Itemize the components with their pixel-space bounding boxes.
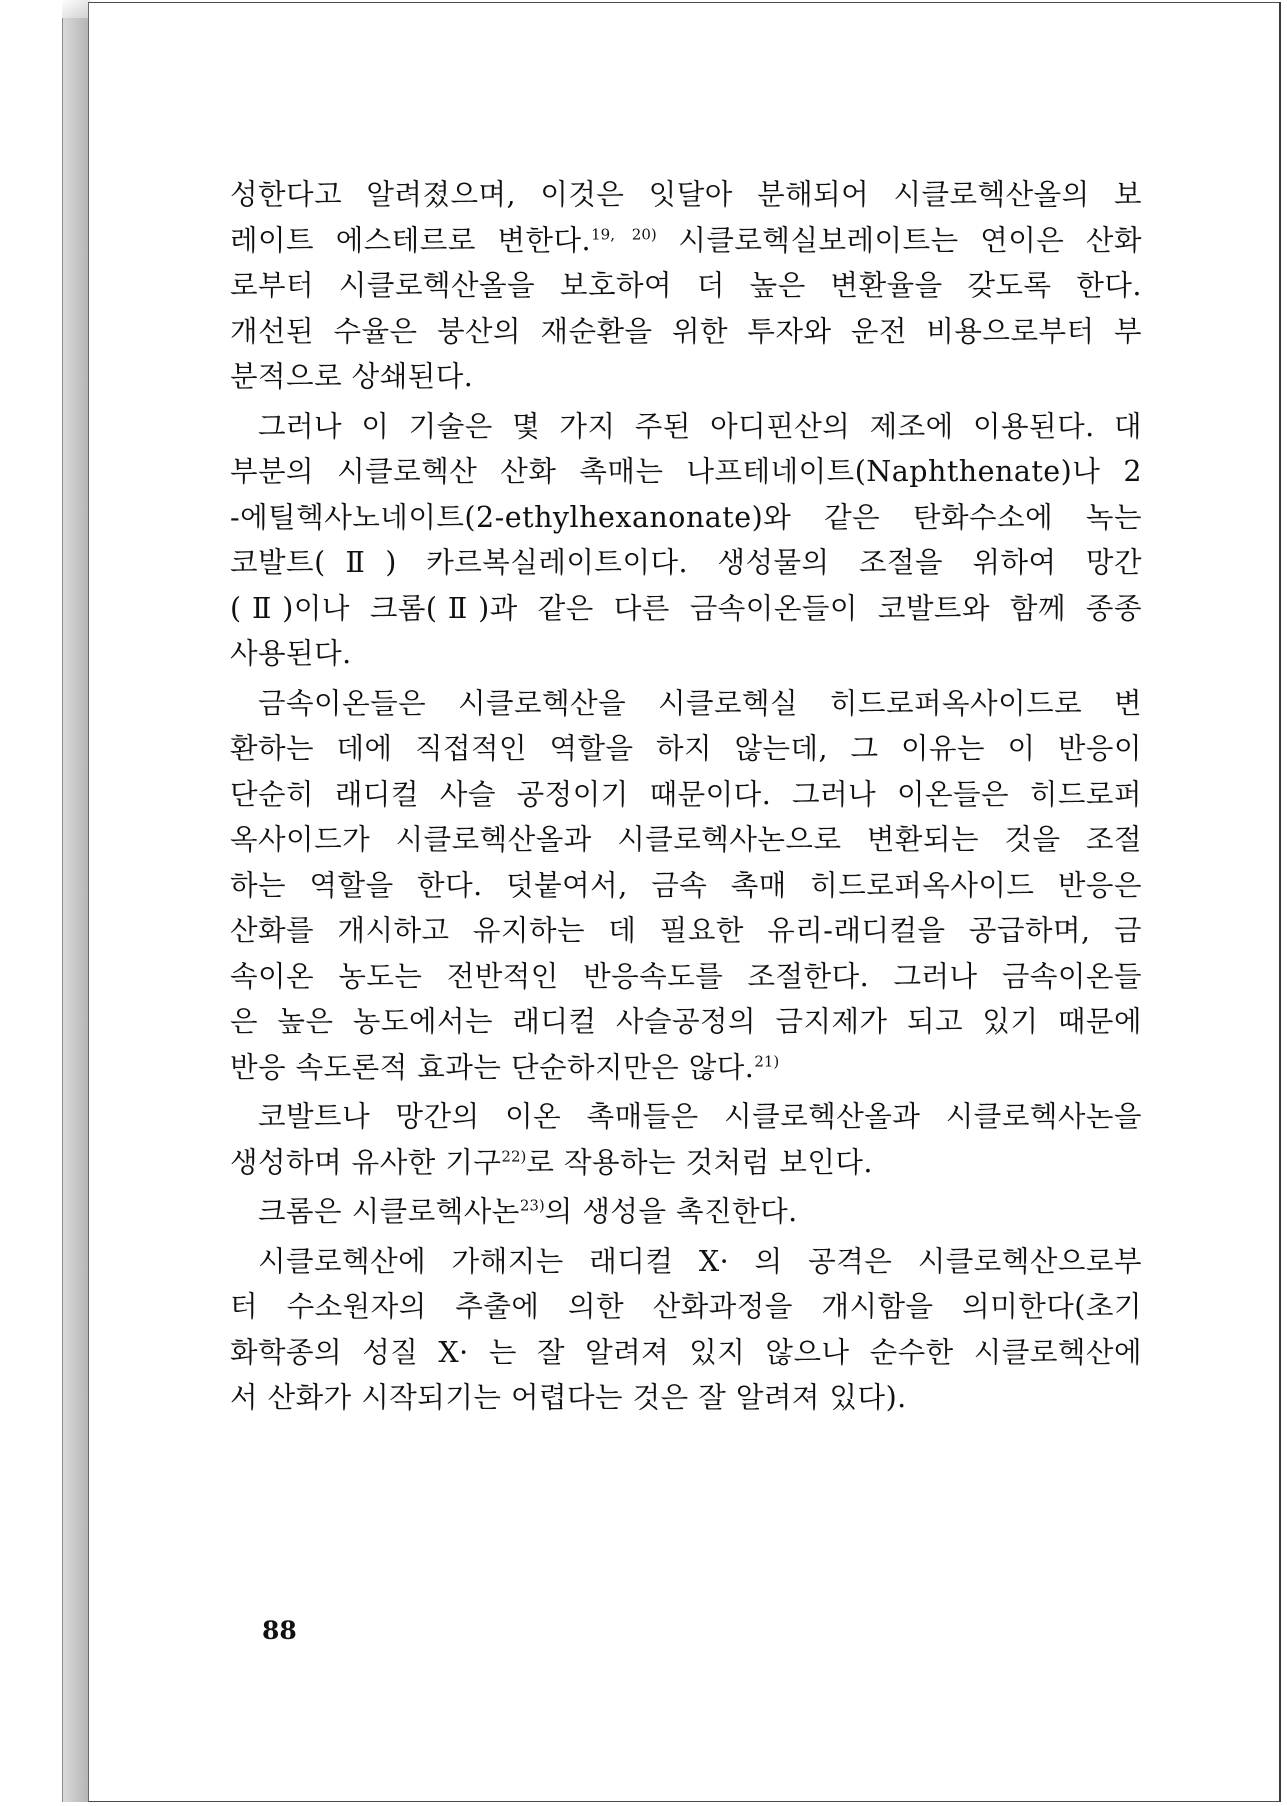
text-segment: 반응 속도론적 효과는 단순하지만은 않다.	[230, 1050, 755, 1084]
book-spine-top-edge	[62, 0, 90, 18]
text-line: 분적으로 상쇄된다.	[230, 360, 474, 393]
footnote-ref: 22)	[501, 1147, 527, 1165]
text-line: 코발트나 망간의 이온 촉매들은 시클로헥산올과 시클로헥사논을	[258, 1100, 1142, 1133]
text-segment: 의 생성을 촉진한다.	[544, 1195, 798, 1228]
text-line: 하는 역할을 한다. 덧붙여서, 금속 촉매 히드로퍼옥사이드 반응은	[230, 868, 1142, 902]
text-line: 로부터 시클로헥산올을 보호하여 더 높은 변환율을 갖도록 한다.	[230, 269, 1142, 302]
paragraph-4	[230, 1094, 1142, 1185]
text-line: 시클로헥산에 가해지는 래디컬 X· 의 공격은 시클로헥산으로부	[258, 1244, 1142, 1278]
text-line: 산화를 개시하고 유지하는 데 필요한 유리-래디컬을 공급하며, 금	[230, 914, 1142, 947]
text-line: 터 수소원자의 추출에 의한 산화과정을 개시함을 의미한다(초기	[230, 1290, 1142, 1323]
text-line: 개선된 수율은 붕산의 재순환을 위한 투자와 운전 비용으로부터 부	[230, 314, 1142, 348]
text-segment: 생성하며 유사한 기구	[230, 1145, 502, 1179]
paragraph-2	[230, 404, 1142, 677]
text-segment: 크롬은 시클로헥사논	[258, 1195, 520, 1228]
text-line: 부분의 시클로헥산 산화 촉매는 나프테네이트(Naphthenate)나 2	[230, 455, 1142, 488]
text-line: 서 산화가 시작되기는 어렵다는 것은 잘 알려져 있다).	[230, 1381, 907, 1414]
text-line: 옥사이드가 시클로헥산올과 시클로헥사논으로 변환되는 것을 조절	[230, 823, 1142, 856]
paragraph-5	[230, 1189, 1142, 1235]
text-line: 화학종의 성질 X· 는 잘 알려져 있지 않으나 순수한 시클로헥산에	[230, 1335, 1142, 1369]
text-line: 사용된다.	[230, 637, 352, 670]
text-line: 코발트(Ⅱ) 카르복실레이트이다. 생성물의 조절을 위하여 망간	[230, 546, 1142, 579]
text-line	[230, 1189, 1142, 1235]
text-segment: 레이트 에스테르로 변한다.	[230, 223, 592, 257]
paragraph-3	[230, 681, 1142, 1091]
text-line: 환하는 데에 직접적인 역할을 하지 않는데, 그 이유는 이 반응이	[230, 732, 1142, 765]
footnote-ref: 23)	[519, 1196, 545, 1215]
text-line	[230, 218, 1142, 264]
text-line: 속이온 농도는 전반적인 반응속도를 조절한다. 그러나 금속이온들	[230, 959, 1142, 993]
text-line: -에틸헥사노네이트(2-ethylhexanonate)와 같은 탄화수소에 녹는	[230, 500, 1142, 534]
book-spine	[62, 4, 89, 1802]
text-line: 그러나 이 기술은 몇 가지 주된 아디핀산의 제조에 이용된다. 대	[258, 409, 1142, 443]
text-segment: 시클로헥실보레이트는 연이은 산화	[656, 223, 1142, 257]
text-line: 단순히 래디컬 사슬 공정이기 때문이다. 그러나 이온들은 히드로퍼	[230, 777, 1142, 811]
body-text	[230, 172, 1142, 1421]
text-line: (Ⅱ)이나 크롬(Ⅱ)과 같은 다른 금속이온들이 코발트와 함께 종종	[230, 591, 1142, 625]
paragraph-1	[230, 172, 1142, 400]
text-line	[230, 1045, 1142, 1091]
text-line: 성한다고 알려졌으며, 이것은 잇달아 분해되어 시클로헥산올의 보	[230, 178, 1142, 211]
paragraph-6	[230, 1239, 1142, 1421]
text-line	[230, 1140, 1142, 1186]
text-line: 금속이온들은 시클로헥산을 시클로헥실 히드로퍼옥사이드로 변	[258, 686, 1142, 720]
footnote-ref: 21)	[754, 1052, 780, 1070]
text-segment: 로 작용하는 것처럼 보인다.	[526, 1145, 873, 1179]
page-number: 88	[262, 1616, 297, 1645]
text-line: 은 높은 농도에서는 래디컬 사슬공정의 금지제가 되고 있기 때문에	[230, 1005, 1142, 1038]
footnote-ref: 19, 20)	[591, 225, 657, 243]
